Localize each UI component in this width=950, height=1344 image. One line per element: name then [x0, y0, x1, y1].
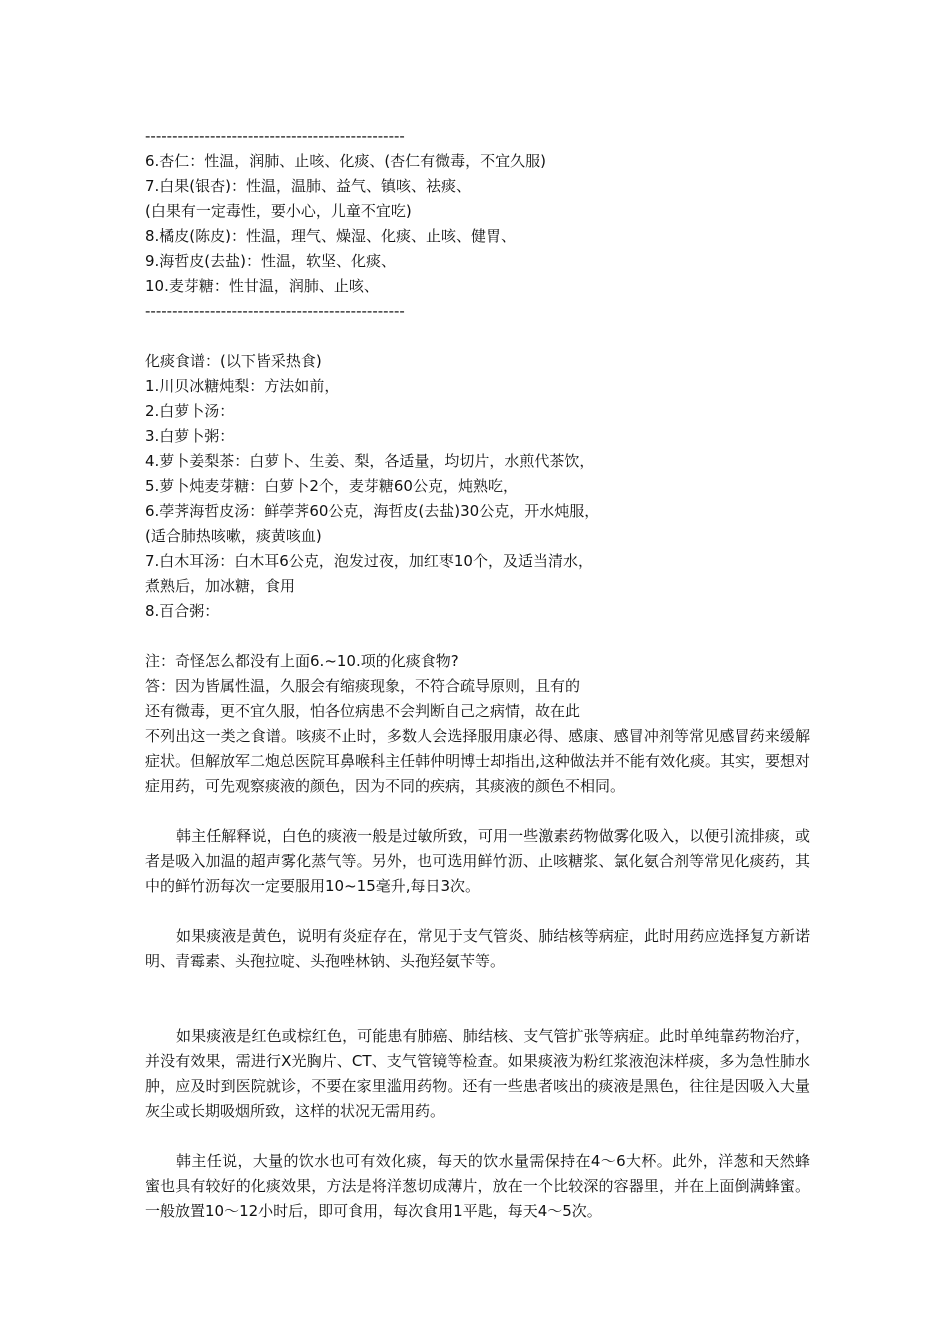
note-answer: 答：因为皆属性温，久服会有缩痰现象，不符合疏导原则，且有的	[145, 677, 581, 695]
article-paragraph-white-phlegm: 韩主任解释说，白色的痰液一般是过敏所致，可用一些激素药物做雾化吸入，以便引流排痰，或者是吸入加温的超声雾化蒸气等。另外，也可选用鲜竹沥、止咳糖浆、氯化氨合剂等常见化痰药，其中的鲜竹沥每次一定要服用10~15毫升,每日3次。	[145, 827, 810, 895]
herb-item-7: 7.白果(银杏)：性温，温肺、益气、镇咳、祛痰、	[145, 177, 472, 195]
herb-item-9: 9.海哲皮(去盐)：性温，软坚、化痰、	[145, 252, 397, 270]
separator-line: ------------------------------------------------	[145, 127, 405, 145]
article-paragraph-red-phlegm: 如果痰液是红色或棕红色，可能患有肺癌、肺结核、支气管扩张等病症。此时单纯靠药物治疗，并没有效果，需进行X光胸片、CT、支气管镜等检查。如果痰液为粉红浆液泡沫样痰，多为急性肺水肿，应及时到医院就诊，不要在家里滥用药物。还有一些患者咳出的痰液是黑色，往往是因吸入大量灰尘或长期吸烟所致，这样的状况无需用药。	[145, 1027, 810, 1120]
recipe-item: 1.川贝冰糖炖梨：方法如前，	[145, 377, 340, 395]
recipe-item-cont: 煮熟后，加冰糖，食用	[145, 577, 296, 595]
document-page	[145, 124, 810, 1224]
blank-line	[145, 324, 810, 349]
recipe-note: (适合肺热咳嗽，痰黄咳血)	[145, 527, 322, 545]
recipe-item: 7.白木耳汤：白木耳6公克，泡发过夜，加红枣10个，及适当清水，	[145, 552, 593, 570]
herb-item-8: 8.橘皮(陈皮)：性温，理气、燥湿、化痰、止咳、健胃、	[145, 227, 517, 245]
intro-paragraph: 不列出这一类之食谱。咳痰不止时，多数人会选择服用康必得、感康、感冒冲剂等常见感冒药来缓解症状。但解放军二炮总医院耳鼻喉科主任韩仲明博士却指出,这种做法并不能有效化痰。其实，要想对症用药，可先观察痰液的颜色，因为不同的疾病，其痰液的颜色不相同。	[145, 727, 810, 795]
herb-item-10: 10.麦芽糖：性甘温，润肺、止咳、	[145, 277, 379, 295]
recipe-item: 5.萝卜炖麦芽糖：白萝卜2个，麦芽糖60公克，炖熟吃，	[145, 477, 518, 495]
separator-line: ------------------------------------------------	[145, 302, 405, 320]
note-answer-cont: 还有微毒，更不宜久服，怕各位病患不会判断自己之病情，故在此	[145, 702, 581, 720]
recipes-heading: 化痰食谱：(以下皆采热食)	[145, 352, 322, 370]
recipe-item: 8.百合粥：	[145, 602, 220, 620]
recipe-item: 4.萝卜姜梨茶：白萝卜、生姜、梨，各适量，均切片，水煎代茶饮，	[145, 452, 595, 470]
article-paragraph-yellow-phlegm: 如果痰液是黄色，说明有炎症存在，常见于支气管炎、肺结核等病症，此时用药应选择复方新诺明、青霉素、头孢拉啶、头孢唑林钠、头孢羟氨苄等。	[145, 927, 810, 970]
blank-line	[145, 799, 810, 824]
herb-item-6: 6.杏仁：性温，润肺、止咳、化痰、(杏仁有微毒，不宜久服)	[145, 152, 547, 170]
blank-line	[145, 974, 810, 1024]
article-paragraph-water-onion: 韩主任说，大量的饮水也可有效化痰，每天的饮水量需保持在4～6大杯。此外，洋葱和天然蜂蜜也具有较好的化痰效果，方法是将洋葱切成薄片，放在一个比较深的容器里，并在上面倒满蜂蜜。一般放置10～12小时后，即可食用，每次食用1平匙，每天4～5次。	[145, 1152, 810, 1220]
blank-line	[145, 899, 810, 924]
recipe-item: 3.白萝卜粥：	[145, 427, 235, 445]
herb-item-7-note: (白果有一定毒性，要小心，儿童不宜吃)	[145, 202, 412, 220]
note-question: 注：奇怪怎么都没有上面6.~10.项的化痰食物?	[145, 652, 459, 670]
blank-line	[145, 624, 810, 649]
recipe-item: 6.荸荠海哲皮汤：鲜荸荠60公克，海哲皮(去盐)30公克，开水炖服，	[145, 502, 600, 520]
recipe-item: 2.白萝卜汤：	[145, 402, 235, 420]
blank-line	[145, 1124, 810, 1149]
